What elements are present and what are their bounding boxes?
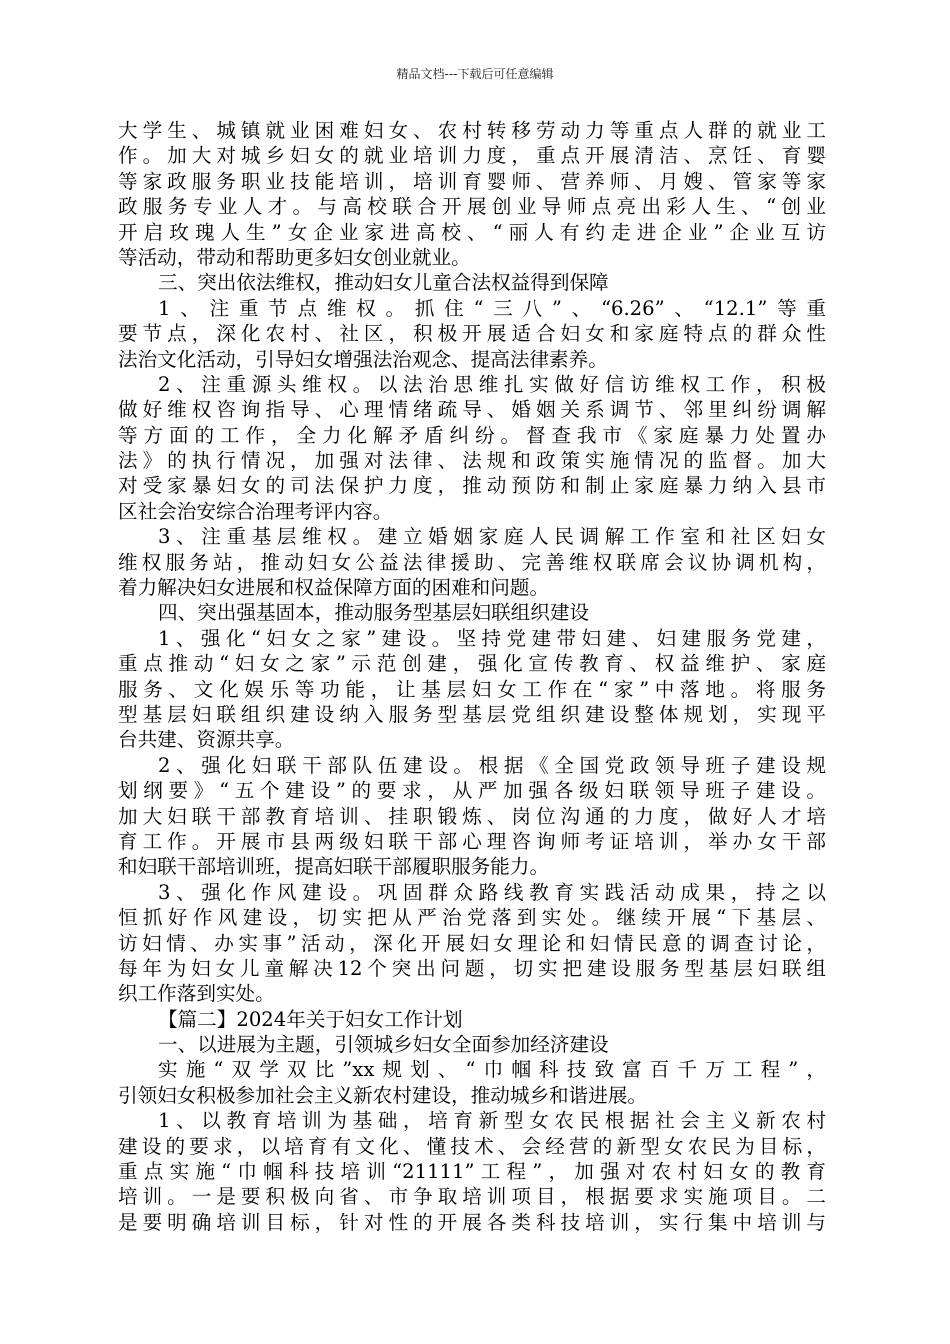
text-line: 育工作。开展市县两级妇联干部心理咨询师考证培训，举办女干部 [118, 829, 826, 853]
text-line: 重点推动“妇女之家”示范创建，强化宣传教育、权益维护、家庭 [118, 652, 826, 676]
text-line: 做好维权咨询指导、心理情绪疏导、婚姻关系调节、邻里纠纷调解 [118, 398, 826, 422]
text-line: 建设的要求，以培育有文化、懂技术、会经营的新型女农民为目标， [118, 1134, 826, 1158]
text-line: 织工作落到实处。 [118, 982, 275, 1006]
text-line: 重点实施“巾帼科技培训“21111”工程”，加强对农村妇女的教育 [118, 1160, 826, 1184]
text-line: 1、强化“妇女之家”建设。坚持党建带妇建、妇建服务党建， [158, 626, 826, 650]
text-line: 加大妇联干部教育培训、挂职锻炼、岗位沟通的力度，做好人才培 [118, 804, 826, 828]
text-line: 恒抓好作风建设，切实把从严治党落到实处。继续开展“下基层、 [118, 906, 826, 930]
page-header: 精品文档---下载后可任意编辑 [396, 67, 554, 81]
text-line: 政服务专业人才。与高校联合开展创业导师点亮出彩人生、“创业 [118, 195, 826, 219]
text-line: 三、突出依法维权，推动妇女儿童合法权益得到保障 [158, 271, 609, 295]
text-line: 对受家暴妇女的司法保护力度，推动预防和制止家庭暴力纳入县市 [118, 474, 826, 498]
text-line: 每年为妇女儿童解决12个突出问题，切实把建设服务型基层妇联组 [118, 956, 826, 980]
text-line: 服务、文化娱乐等功能，让基层妇女工作在“家”中落地。将服务 [118, 677, 826, 701]
text-line: 大学生、城镇就业困难妇女、农村转移劳动力等重点人群的就业工 [118, 119, 826, 142]
text-line: 3、强化作风建设。巩固群众路线教育实践活动成果，持之以 [158, 880, 826, 904]
text-line: 等活动，带动和帮助更多妇女创业就业。 [118, 245, 471, 269]
text-line: 等方面的工作，全力化解矛盾纠纷。督查我市《家庭暴力处置办 [118, 423, 826, 447]
text-line: 3、注重基层维权。建立婚姻家庭人民调解工作室和社区妇女 [158, 525, 826, 549]
text-line: 型基层妇联组织建设纳入服务型基层党组织建设整体规划，实现平 [118, 702, 826, 726]
text-line: 2、强化妇联干部队伍建设。根据《全国党政领导班子建设规 [158, 753, 826, 777]
text-line: 等家政服务职业技能培训，培训育婴师、营养师、月嫂、管家等家 [118, 169, 826, 193]
text-line: 2、注重源头维权。以法治思维扎实做好信访维权工作，积极 [158, 372, 826, 396]
text-line: 要节点，深化农村、社区，积极开展适合妇女和家庭特点的群众性 [118, 322, 826, 346]
text-line: 和妇联干部培训班，提高妇联干部履职服务能力。 [118, 855, 550, 879]
text-line: 划纲要》“五个建设”的要求，从严加强各级妇联领导班子建设。 [118, 779, 826, 803]
document-body [118, 118, 826, 1235]
text-line: 台共建、资源共享。 [118, 728, 295, 752]
text-line: 开启玫瑰人生”女企业家进高校、“丽人有约走进企业”企业互访 [118, 220, 826, 244]
text-line: 一、以进展为主题，引领城乡妇女全面参加经济建设 [158, 1033, 609, 1057]
text-line: 四、突出强基固本，推动服务型基层妇联组织建设 [158, 601, 590, 625]
text-line: 实施“双学双比”xx规划、“巾帼科技致富百千万工程”， [158, 1058, 826, 1082]
text-line: 着力解决妇女进展和权益保障方面的困难和问题。 [118, 576, 550, 600]
text-line: 访妇情、办实事”活动，深化开展妇女理论和妇情民意的调查讨论， [118, 931, 826, 955]
text-line: 【篇二】2024年关于妇女工作计划 [158, 1007, 463, 1031]
text-line: 1、以教育培训为基础，培育新型女农民根据社会主义新农村 [158, 1109, 826, 1133]
text-line: 是要明确培训目标，针对性的开展各类科技培训，实行集中培训与 [118, 1210, 826, 1234]
text-line: 培训。一是要积极向省、市争取培训项目，根据要求实施项目。二 [118, 1185, 826, 1209]
text-line: 维权服务站，推动妇女公益法律援助、完善维权联席会议协调机构， [118, 550, 826, 574]
text-line: 作。加大对城乡妇女的就业培训力度，重点开展清洁、烹饪、育婴 [118, 144, 826, 168]
text-line: 1、注重节点维权。抓住“三八”、“6.26”、“12.1”等重 [158, 296, 826, 320]
text-line: 引领妇女积极参加社会主义新农村建设，推动城乡和谐进展。 [118, 1083, 648, 1107]
text-line: 法治文化活动，引导妇女增强法治观念、提高法律素养。 [118, 347, 608, 371]
text-line: 区社会治安综合治理考评内容。 [118, 499, 393, 523]
text-line: 法》的执行情况，加强对法律、法规和政策实施情况的监督。加大 [118, 449, 826, 473]
